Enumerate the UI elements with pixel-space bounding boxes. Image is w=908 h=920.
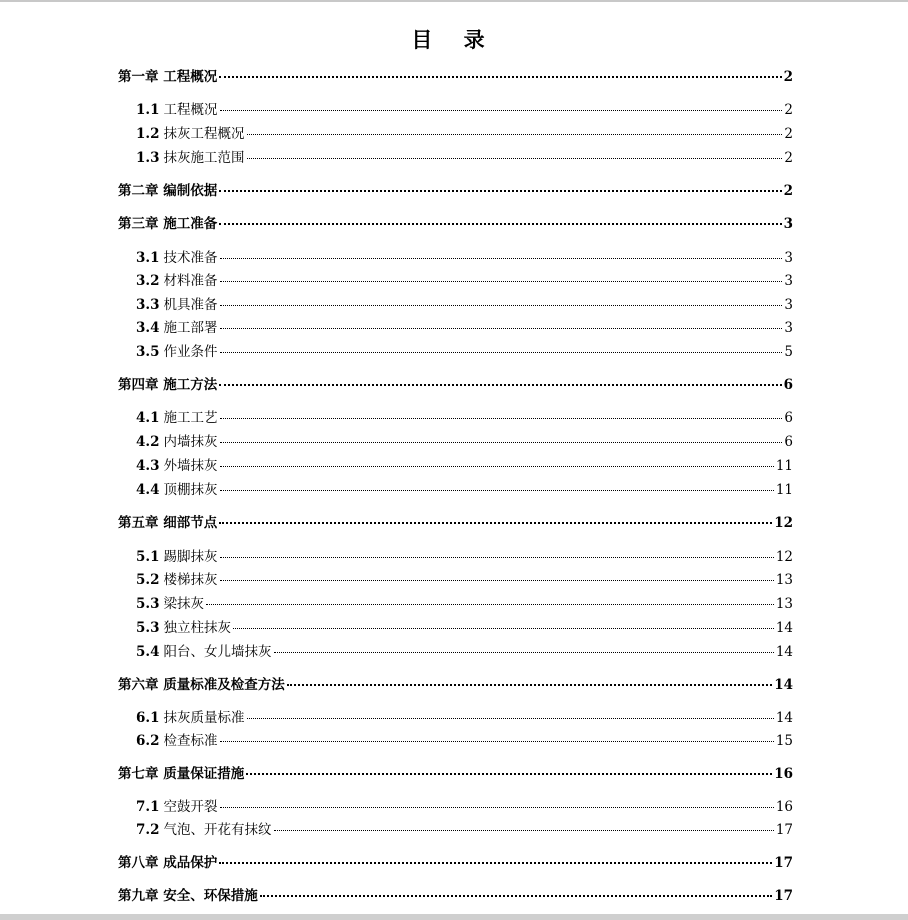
dot-leader — [219, 522, 772, 524]
toc-page-number: 3 — [784, 250, 793, 266]
toc-entry-title — [118, 886, 258, 906]
toc-entry-title — [118, 181, 217, 201]
toc-section-number: 1.3 — [136, 150, 160, 166]
page-title: 目 录 — [411, 27, 497, 52]
toc-entry-title — [136, 342, 218, 362]
toc-page-number: 14 — [775, 644, 793, 660]
dot-leader — [206, 604, 774, 605]
toc-section-number: 5.2 — [136, 572, 160, 588]
toc-page-number: 3 — [784, 320, 793, 336]
toc-entry-title — [118, 853, 217, 873]
dot-leader — [219, 223, 781, 225]
toc-section-number: 5.3 — [136, 596, 160, 612]
toc-entry-label: 抹灰质量标准 — [163, 710, 245, 726]
toc-entry-title — [136, 642, 272, 662]
dot-leader — [219, 76, 781, 78]
toc-page-number: 6 — [784, 410, 793, 426]
toc-entry-label: 第六章 质量标准及检查方法 — [118, 677, 285, 693]
toc-section-number: 4.4 — [136, 482, 160, 498]
toc-section-entry[interactable] — [136, 271, 793, 291]
toc-entry-title — [118, 764, 244, 784]
toc-section-number: 5.3 — [136, 620, 160, 636]
toc-entry-label: 施工工艺 — [163, 410, 218, 426]
toc-entry-title — [136, 295, 218, 315]
toc-section-entry[interactable] — [136, 456, 793, 476]
toc-entry-title — [136, 100, 218, 120]
toc-entry-label: 抹灰工程概况 — [163, 126, 245, 142]
toc-entry-label: 第三章 施工准备 — [118, 216, 218, 232]
toc-entry-label: 作业条件 — [163, 344, 218, 360]
toc-entry-label: 楼梯抹灰 — [163, 572, 218, 588]
toc-page-number: 14 — [775, 620, 793, 636]
toc-page-number: 6 — [784, 434, 793, 450]
toc-page-number: 3 — [783, 216, 793, 232]
dot-leader — [220, 281, 783, 282]
toc-entry-label: 施工部署 — [163, 320, 218, 336]
toc-entry-title — [136, 820, 272, 840]
toc-section-number: 7.2 — [136, 822, 160, 838]
toc-entry-label: 第九章 安全、环保措施 — [118, 888, 258, 904]
toc-entry-title — [136, 731, 218, 751]
toc-page-number: 3 — [784, 273, 793, 289]
toc-entry-label: 机具准备 — [163, 297, 218, 313]
toc-page-number: 2 — [784, 126, 793, 142]
toc-entry-label: 抹灰施工范围 — [163, 150, 245, 166]
toc-entry-label: 材料准备 — [163, 273, 218, 289]
toc-section-entry[interactable] — [136, 342, 793, 362]
toc-entry-label: 第二章 编制依据 — [118, 183, 218, 199]
dot-leader — [260, 895, 773, 897]
toc-entry-label: 第一章 工程概况 — [118, 69, 218, 85]
dot-leader — [220, 490, 774, 491]
toc-entry-title — [136, 432, 218, 452]
dot-leader — [220, 418, 783, 419]
toc-entry-label: 阳台、女儿墙抹灰 — [163, 644, 272, 660]
toc-entry-label: 内墙抹灰 — [163, 434, 218, 450]
toc-chapter-entry[interactable] — [118, 886, 793, 906]
toc-page-number: 11 — [775, 482, 793, 498]
toc-entry-label: 检查标准 — [163, 733, 218, 749]
toc-entry-title — [136, 456, 218, 476]
toc-chapter-entry[interactable] — [118, 181, 793, 201]
toc-section-number: 6.2 — [136, 733, 160, 749]
dot-leader — [233, 628, 774, 629]
toc-section-entry[interactable] — [136, 618, 793, 638]
toc-page-number: 12 — [775, 549, 793, 565]
toc-entry-label: 踢脚抹灰 — [163, 549, 218, 565]
toc-page-number: 16 — [774, 766, 793, 782]
toc-section-number: 7.1 — [136, 799, 160, 815]
toc-entry-title — [136, 570, 218, 590]
toc-entry-title — [136, 148, 245, 168]
toc-entry-label: 第八章 成品保护 — [118, 855, 218, 871]
toc-section-number: 3.3 — [136, 297, 160, 313]
toc-section-entry[interactable] — [136, 797, 793, 817]
dot-leader — [274, 652, 774, 653]
toc-entry-title — [136, 708, 245, 728]
toc-section-number: 4.3 — [136, 458, 160, 474]
toc-entry-title — [118, 675, 285, 695]
dot-leader — [247, 718, 774, 719]
toc-section-number: 3.5 — [136, 344, 160, 360]
toc-section-entry[interactable] — [136, 570, 793, 590]
toc-section-number: 3.1 — [136, 250, 160, 266]
toc-chapter-entry[interactable] — [118, 853, 793, 873]
toc-page-number: 17 — [775, 822, 793, 838]
dot-leader — [219, 384, 781, 386]
toc-section-entry[interactable] — [136, 820, 793, 840]
toc-section-number: 4.2 — [136, 434, 160, 450]
toc-entry-title — [118, 67, 217, 87]
toc-page-number: 12 — [774, 515, 793, 531]
dot-leader — [220, 328, 783, 329]
toc-page-number: 14 — [774, 677, 793, 693]
dot-leader — [220, 466, 774, 467]
toc-page-number: 15 — [775, 733, 793, 749]
toc-section-entry[interactable] — [136, 148, 793, 168]
toc-entry-label: 空鼓开裂 — [163, 799, 218, 815]
toc-entry-label: 顶棚抹灰 — [163, 482, 218, 498]
toc-entry-label: 第五章 细部节点 — [118, 515, 218, 531]
toc-page-number: 13 — [775, 572, 793, 588]
dot-leader — [247, 158, 783, 159]
toc-entry-label: 独立柱抹灰 — [163, 620, 231, 636]
toc-chapter-entry[interactable] — [118, 675, 793, 695]
toc-chapter-entry[interactable] — [118, 67, 793, 87]
toc-page-number: 11 — [775, 458, 793, 474]
dot-leader — [220, 305, 783, 306]
toc-entry-label: 技术准备 — [163, 250, 218, 266]
dot-leader — [246, 773, 772, 775]
toc-section-entry[interactable] — [136, 124, 793, 144]
toc-entry-label: 第四章 施工方法 — [118, 377, 218, 393]
toc-section-entry[interactable] — [136, 594, 793, 614]
toc-section-number: 3.2 — [136, 273, 160, 289]
toc-entry-title — [136, 618, 231, 638]
toc-page-number: 3 — [784, 297, 793, 313]
dot-leader — [247, 134, 783, 135]
toc-entry-title — [118, 513, 217, 533]
toc-section-entry[interactable] — [136, 408, 793, 428]
toc-page-number: 13 — [775, 596, 793, 612]
toc-page-number: 17 — [774, 855, 793, 871]
toc-entry-title — [136, 271, 218, 291]
dot-leader — [219, 862, 772, 864]
toc-section-entry[interactable] — [136, 480, 793, 500]
dot-leader — [274, 830, 774, 831]
toc-section-entry[interactable] — [136, 248, 793, 268]
toc-section-number: 3.4 — [136, 320, 160, 336]
toc-chapter-entry[interactable] — [118, 375, 793, 395]
toc-entry-title — [136, 408, 218, 428]
toc-page-number: 17 — [774, 888, 793, 904]
toc-section-entry[interactable] — [136, 642, 793, 662]
toc-section-number: 1.2 — [136, 126, 160, 142]
dot-leader — [220, 258, 783, 259]
toc-section-entry[interactable] — [136, 432, 793, 452]
toc-section-entry[interactable] — [136, 731, 793, 751]
toc-section-number: 5.4 — [136, 644, 160, 660]
toc-section-entry[interactable] — [136, 708, 793, 728]
toc-section-entry[interactable] — [136, 100, 793, 120]
toc-entry-title — [118, 214, 217, 234]
toc-entry-title — [136, 318, 218, 338]
toc-section-number: 5.1 — [136, 549, 160, 565]
toc-entry-label: 气泡、开花有抹纹 — [163, 822, 272, 838]
toc-entry-title — [136, 480, 218, 500]
dot-leader — [220, 580, 774, 581]
toc-entry-label: 外墙抹灰 — [163, 458, 218, 474]
dot-leader — [220, 807, 774, 808]
toc-entry-title — [136, 248, 218, 268]
toc-entry-title — [136, 797, 218, 817]
toc-section-entry[interactable] — [136, 318, 793, 338]
toc-section-number: 1.1 — [136, 102, 160, 118]
toc-chapter-entry[interactable] — [118, 764, 793, 784]
toc-entry-title — [136, 594, 204, 614]
toc-page-number: 2 — [784, 150, 793, 166]
toc-entry-title — [118, 375, 217, 395]
toc-page-number: 6 — [783, 377, 793, 393]
dot-leader — [287, 684, 773, 686]
top-border — [0, 0, 908, 2]
toc-page-number: 2 — [783, 183, 793, 199]
dot-leader — [220, 557, 774, 558]
toc-page-number: 2 — [784, 102, 793, 118]
dot-leader — [219, 190, 781, 192]
dot-leader — [220, 442, 783, 443]
toc-chapter-entry[interactable] — [118, 513, 793, 533]
toc-chapter-entry[interactable] — [118, 214, 793, 234]
toc-page-number: 14 — [775, 710, 793, 726]
dot-leader — [220, 110, 783, 111]
toc-section-entry[interactable] — [136, 547, 793, 567]
toc-entry-title — [136, 124, 245, 144]
toc-section-number: 4.1 — [136, 410, 160, 426]
toc-page-number: 2 — [783, 69, 793, 85]
toc-page-number: 16 — [775, 799, 793, 815]
dot-leader — [220, 352, 783, 353]
bottom-border — [0, 914, 908, 920]
toc-entry-label: 工程概况 — [163, 102, 218, 118]
toc-section-entry[interactable] — [136, 295, 793, 315]
toc-entry-label: 梁抹灰 — [163, 596, 204, 612]
toc-page-number: 5 — [784, 344, 793, 360]
dot-leader — [220, 741, 774, 742]
toc-section-number: 6.1 — [136, 710, 160, 726]
toc-entry-title — [136, 547, 218, 567]
toc-entry-label: 第七章 质量保证措施 — [118, 766, 245, 782]
